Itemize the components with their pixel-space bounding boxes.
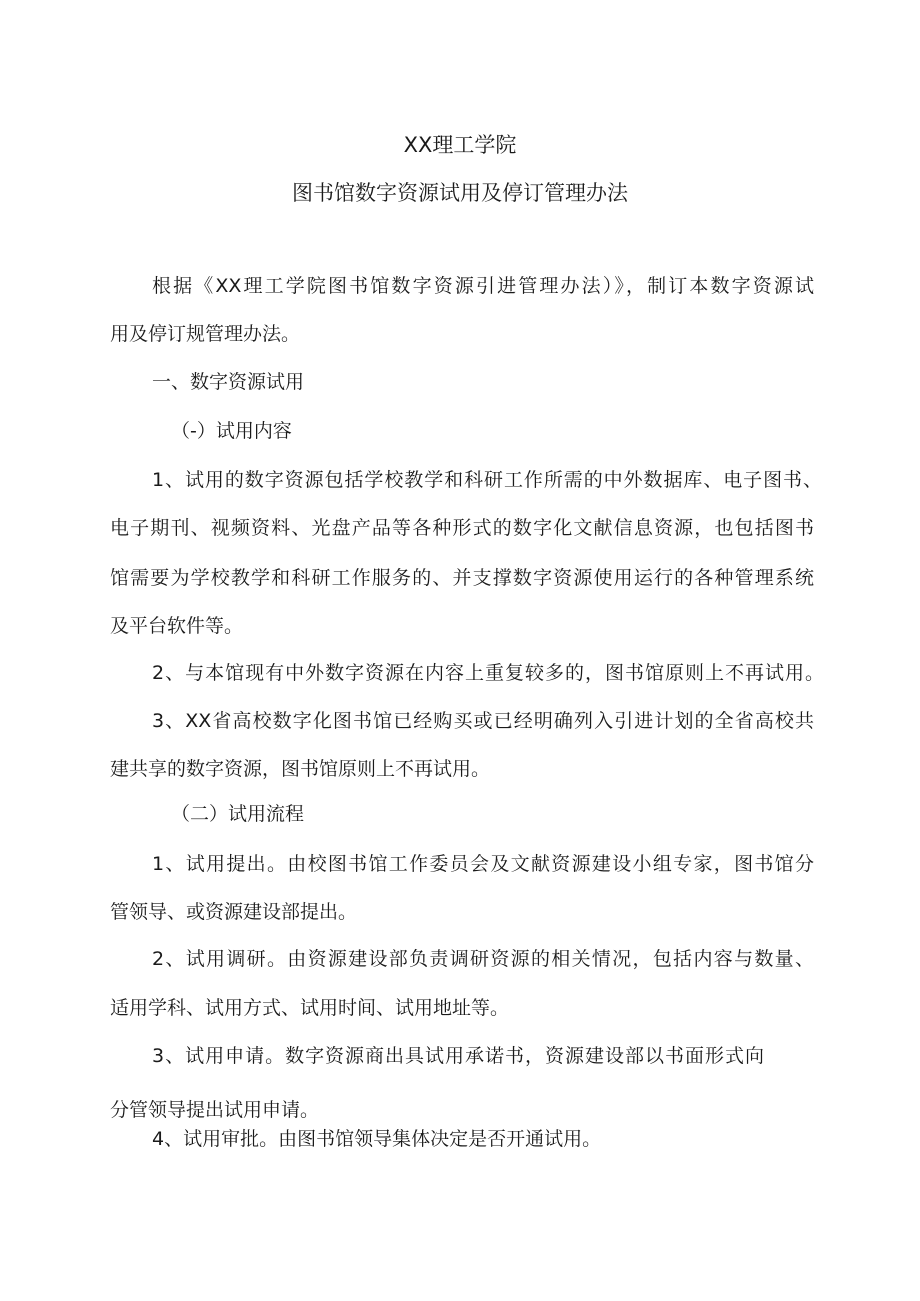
section-heading-trial: 一、数字资源试用: [152, 371, 305, 393]
content-item-1-line-2: 电子期刊、视频资料、光盘产品等各种形式的数字化文献信息资源，也包括图书: [110, 517, 814, 539]
content-item-2-line-1: 2、与本馆现有中外数字资源在内容上重复较多的，图书馆原则上不再试用。: [152, 662, 824, 684]
intro-line-1: 根据《XX理工学院图书馆数字资源引进管理办法）》，制订本数字资源试: [152, 275, 814, 297]
process-item-1-line-2: 管领导、或资源建设部提出。: [110, 901, 358, 923]
process-item-2-line-1: 2、试用调研。由资源建设部负责调研资源的相关情况，包括内容与数量、: [152, 948, 814, 970]
process-item-1-line-1: 1、试用提出。由校图书馆工作委员会及文献资源建设小组专家，图书馆分: [152, 853, 814, 875]
process-item-2-line-2: 适用学科、试用方式、试用时间、试用地址等。: [110, 997, 510, 1019]
document-title-institution: XX理工学院: [403, 133, 517, 157]
document-title-main: 图书馆数字资源试用及停订管理办法: [292, 181, 628, 205]
subsection-heading-process: （二）试用流程: [171, 803, 305, 825]
content-item-1-line-3: 馆需要为学校教学和科研工作服务的、并支撑数字资源使用运行的各种管理系统: [110, 567, 814, 589]
content-item-3-line-2: 建共享的数字资源，图书馆原则上不再试用。: [110, 758, 491, 780]
process-item-3-line-1: 3、试用申请。数字资源商出具试用承诺书，资源建设部以书面形式向: [152, 1045, 764, 1067]
subsection-heading-content: （-）试用内容: [171, 420, 292, 442]
content-item-3-line-1: 3、XX省高校数字化图书馆已经购买或已经明确列入引进计划的全省高校共: [152, 710, 814, 732]
content-item-1-line-1: 1、试用的数字资源包括学校教学和科研工作所需的中外数据库、电子图书、: [152, 469, 822, 491]
process-item-4-line-1: 4、试用审批。由图书馆领导集体决定是否开通试用。: [152, 1128, 602, 1150]
content-item-1-line-4: 及平台软件等。: [110, 615, 244, 637]
intro-line-2: 用及停订规管理办法。: [110, 323, 301, 345]
process-item-3-line-2: 分管领导提出试用申请。: [110, 1099, 320, 1121]
